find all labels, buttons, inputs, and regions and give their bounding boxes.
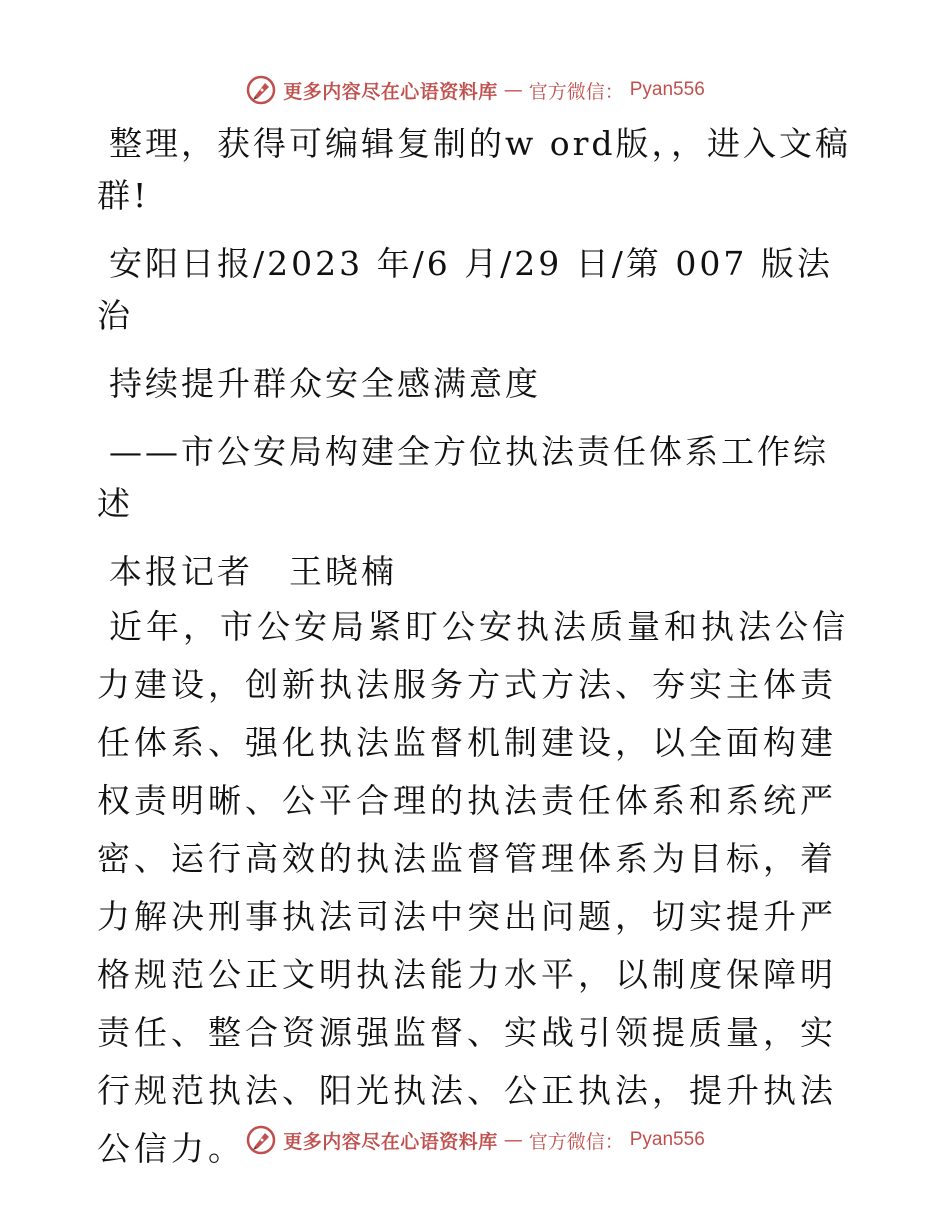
watermark-separator: — xyxy=(503,1129,523,1151)
watermark-contact-label: 官方微信： xyxy=(528,80,624,103)
watermark-site-text: 更多内容尽在心语资料库 xyxy=(283,80,498,103)
pen-nib-circle-icon xyxy=(245,74,277,106)
source-line: 安阳日报/2023 年/6 月/29 日/第 007 版法治 xyxy=(97,244,833,335)
headline: 持续提升群众安全感满意度 xyxy=(109,364,541,403)
intro-line: 整理，获得可编辑复制的w ord版，，进入文稿群! xyxy=(97,124,852,215)
subheadline: ——市公安局构建全方位执法责任体系工作综述 xyxy=(97,432,829,523)
document-body xyxy=(97,118,857,1178)
watermark-contact-id: Pyan556 xyxy=(629,79,705,100)
watermark-separator: — xyxy=(503,79,523,101)
body-paragraph: 近年，市公安局紧盯公安执法质量和执法公信力建设，创新执法服务方式方法、夯实主体责任体系、强化执法监督机制建设，以全面构建权责明晰、公平合理的执法责任体系和系统严密、运行高效的执法监督管理体系为目标，着力解决刑事执法司法中突出问题，切实提升严格规范公正文明执法能力水平，以制度保障明责任、整合资源强监督、实战引领提质量，实行规范执法、阳光执法、公正执法，提升执法公信力。 xyxy=(97,607,849,1168)
header-watermark xyxy=(0,70,950,110)
footer-watermark xyxy=(0,1120,950,1160)
byline: 本报记者 王晓楠 xyxy=(109,552,397,591)
pen-nib-circle-icon xyxy=(245,1124,277,1156)
watermark-contact-label: 官方微信： xyxy=(528,1130,624,1153)
watermark-contact-id: Pyan556 xyxy=(629,1129,705,1150)
watermark-site-text: 更多内容尽在心语资料库 xyxy=(283,1130,498,1153)
